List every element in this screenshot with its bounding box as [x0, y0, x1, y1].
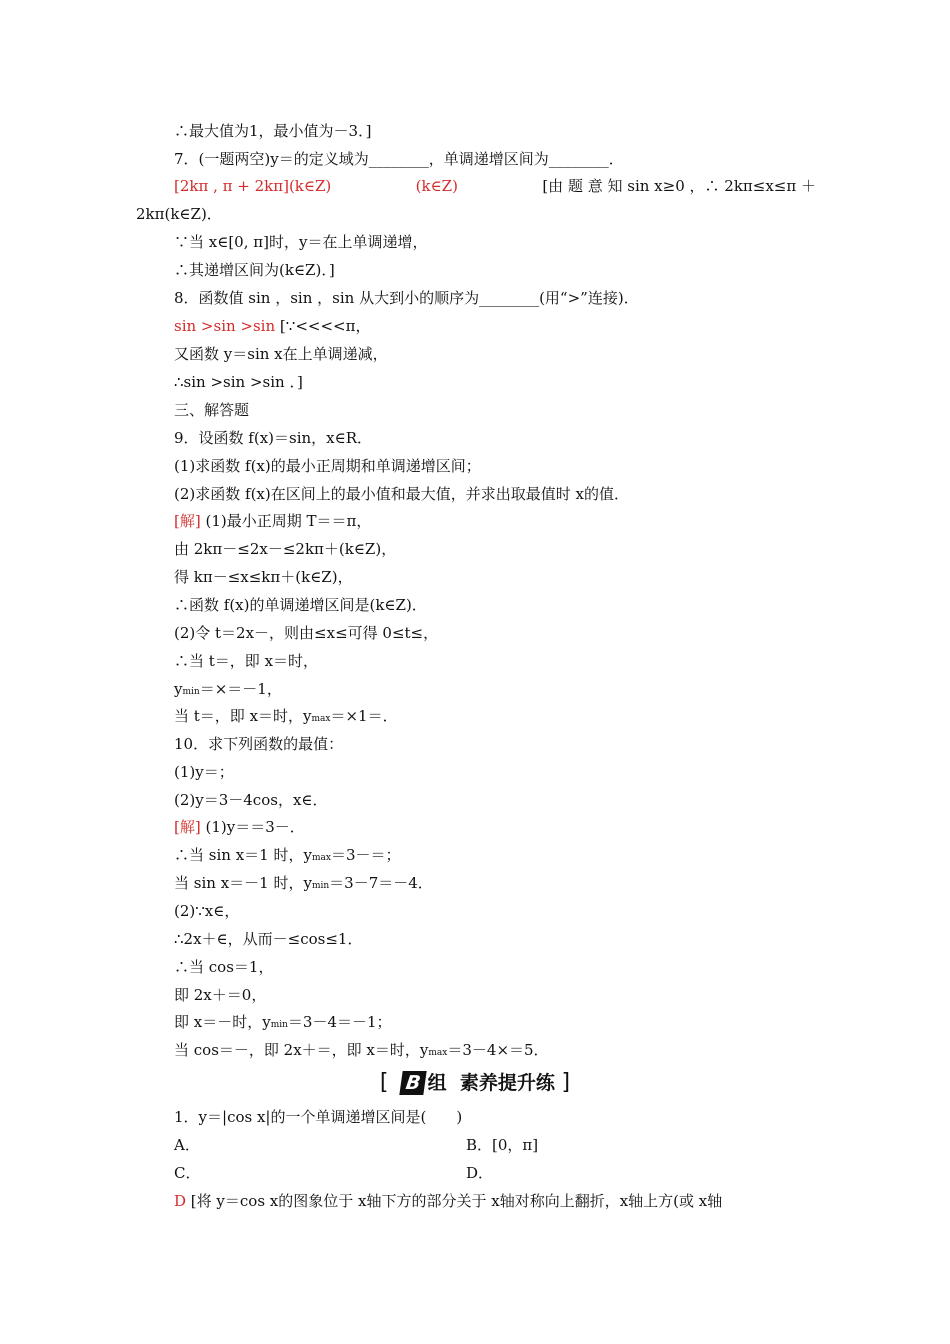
text-segment: ∴sin >sin >sin ．]: [174, 373, 303, 391]
left-bracket: [: [379, 1070, 389, 1095]
option-b: B．[0，π]: [466, 1136, 539, 1154]
question-b1-options-row2: [174, 1161, 816, 1185]
text-segment: 由 2kπ－≤2x－≤2kπ＋(k∈Z)，: [174, 540, 397, 558]
option-c: C．: [174, 1164, 201, 1182]
answer-text: [解]: [174, 512, 201, 530]
text-line: [174, 983, 816, 1007]
text-segment: y: [174, 680, 183, 698]
text-segment: ＝3－4×＝5．: [447, 1041, 549, 1059]
text-line: [174, 593, 816, 617]
text-line: [174, 1038, 816, 1062]
text-line: [174, 843, 816, 867]
text-segment: 即 2x＋＝0，: [174, 986, 267, 1004]
group-badge: B: [399, 1071, 427, 1095]
text-segment: (2)求函数 f(x)在区间上的最小值和最大值，并求出取最值时 x的值．: [174, 485, 629, 503]
text-segment: ＝×＝－1，: [199, 680, 282, 698]
text-segment: (2)y＝3－4cos，x∈．: [174, 791, 328, 809]
text-segment: ∴当 sin x＝1 时，y: [174, 846, 312, 864]
answer-text: sin >sin >sin: [174, 317, 280, 335]
text-line: [174, 899, 816, 923]
subscript: min: [311, 881, 330, 891]
text-line: [174, 537, 816, 561]
text-segment: 即 x＝－时，y: [174, 1013, 271, 1031]
text-line: [174, 174, 816, 198]
answer-explanation: [将 y＝cos x的图象位于 x轴下方的部分关于 x轴对称向上翻折，x轴上方(或 x轴: [186, 1192, 723, 1210]
group-label: 组: [427, 1072, 447, 1094]
text-segment: 当 cos＝－，即 2x＋＝，即 x＝时，y: [174, 1041, 429, 1059]
text-line: [174, 704, 816, 728]
text-segment: [由 题 意 知 sin x≥0 ，∴ 2kπ≤x≤π ＋: [542, 177, 816, 195]
text-line: [174, 454, 816, 478]
text-segment: 三、解答题: [174, 401, 250, 419]
text-segment: 2kπ(k∈Z)．: [136, 205, 222, 223]
text-line: [174, 815, 816, 839]
question-b1-stem: 1．y＝|cos x|的一个单调递增区间是( ): [174, 1108, 463, 1126]
subscript: max: [311, 853, 331, 863]
text-segment: ＝3－4＝－1；: [287, 1013, 392, 1031]
answer-text: [2kπ , π + 2kπ](k∈Z): [174, 177, 332, 195]
text-line: [174, 119, 816, 143]
text-line: [174, 565, 816, 589]
text-line: [174, 370, 816, 394]
text-segment: 7．(一题两空)y＝的定义域为________，单调递增区间为________．: [174, 150, 624, 168]
text-segment: (2)∵x∈，: [174, 902, 240, 920]
answer-b1: [174, 1189, 816, 1213]
text-line: [174, 286, 816, 310]
section-header-group-b: [0, 1068, 950, 1098]
option-a: A．: [174, 1136, 200, 1154]
subscript: min: [182, 687, 200, 697]
text-segment: ＝3－＝；: [330, 846, 401, 864]
subscript: max: [311, 714, 331, 724]
text-line: [174, 314, 816, 338]
text-line: [174, 621, 816, 645]
text-segment: ∴其递增区间为(k∈Z)．]: [174, 261, 335, 279]
text-segment: ＝×1＝．: [330, 707, 398, 725]
answer-text: [解]: [174, 818, 201, 836]
option-d: D．: [466, 1164, 494, 1182]
text-line: [174, 342, 816, 366]
answer-text: (k∈Z): [415, 177, 458, 195]
text-segment: ∴函数 f(x)的单调递增区间是(k∈Z)．: [174, 596, 427, 614]
text-segment: (1)最小正周期 T＝＝π，: [200, 512, 372, 530]
answer-letter: D: [174, 1192, 187, 1210]
text-segment: 当 sin x＝－1 时，y: [174, 874, 312, 892]
text-line: [174, 258, 816, 282]
text-line: [174, 147, 816, 171]
text-segment: ∵当 x∈[0, π]时，y＝在上单调递增，: [174, 233, 428, 251]
question-b1-options-row1: [174, 1133, 816, 1157]
text-segment: 10．求下列函数的最值：: [174, 735, 344, 753]
text-segment: ∴当 cos＝1，: [174, 958, 274, 976]
text-line: [174, 509, 816, 533]
text-segment: (1)y＝；: [174, 763, 234, 781]
text-line: [174, 426, 816, 450]
text-segment: ∴当 t＝，即 x＝时，: [174, 652, 319, 670]
text-segment: (2)令 t＝2x－，则由≤x≤可得 0≤t≤，: [174, 624, 439, 642]
text-segment: [∵<<<<π，: [279, 317, 371, 335]
text-line: [174, 1010, 816, 1034]
text-line: [174, 398, 816, 422]
section-title: 素养提升练: [459, 1072, 555, 1094]
text-segment: (1)求函数 f(x)的最小正周期和单调递增区间；: [174, 457, 481, 475]
text-segment: 得 kπ－≤x≤kπ＋(k∈Z)，: [174, 568, 353, 586]
text-line: [174, 732, 816, 756]
text-line: [174, 871, 816, 895]
text-line: [174, 955, 816, 979]
text-line: [174, 788, 816, 812]
text-line: [136, 202, 816, 226]
text-line: [174, 482, 816, 506]
right-bracket: ]: [561, 1070, 571, 1095]
text-segment: ＝3－7＝－4．: [329, 874, 433, 892]
text-line: [174, 649, 816, 673]
text-segment: 8．函数值 sin ，sin ，sin 从大到小的顺序为________(用“>”连接)．: [174, 289, 639, 307]
subscript: min: [270, 1020, 288, 1030]
text-segment: 当 t＝，即 x＝时，y: [174, 707, 312, 725]
text-segment: ∴最大值为1，最小值为－3．]: [174, 122, 372, 140]
subscript: max: [428, 1048, 448, 1058]
text-segment: ∴2x＋∈，从而－≤cos≤1．: [174, 930, 363, 948]
text-segment: (1)y＝＝3－．: [200, 818, 305, 836]
text-segment: 9．设函数 f(x)＝sin，x∈R．: [174, 429, 373, 447]
text-segment: 又函数 y＝sin x在上单调递减，: [174, 345, 388, 363]
text-line: [174, 927, 816, 951]
text-line: [174, 677, 816, 701]
text-line: [174, 760, 816, 784]
text-line: [174, 230, 816, 254]
